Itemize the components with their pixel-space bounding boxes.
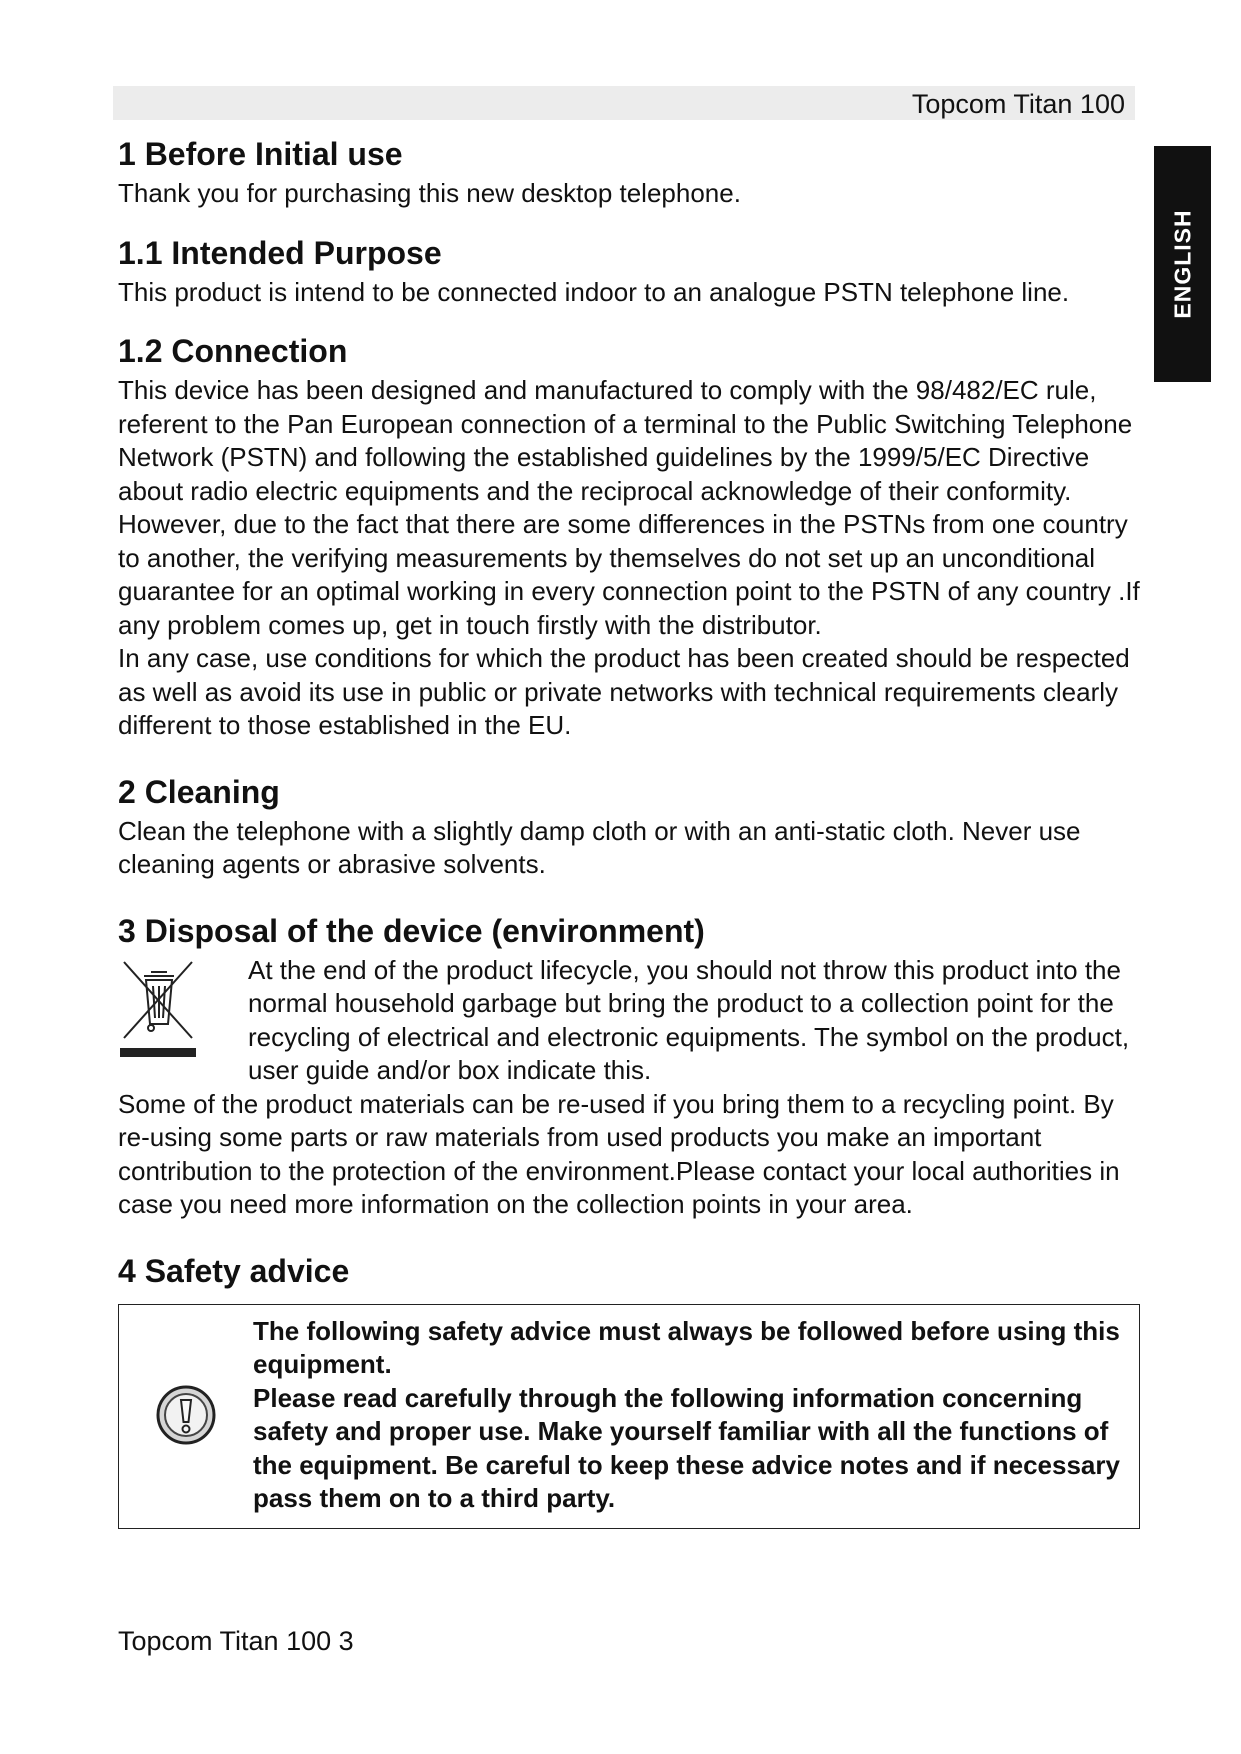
safety-notice-text	[253, 1315, 1123, 1516]
safety-notice-line: The following safety advice must always be followed before using this equipment.	[253, 1315, 1120, 1379]
section-heading: 4 Safety advice	[118, 1252, 350, 1289]
page-header	[113, 86, 1135, 120]
safety-notice-line: Please read carefully through the following information concerning safety and proper use. Make yourself familiar with all the functions of the equipment. Be careful to keep these advice notes and if necessary pass them on to a third party.	[253, 1382, 1120, 1513]
safety-notice-box	[118, 1304, 1140, 1529]
page-footer: Topcom Titan 100 3	[118, 1626, 354, 1656]
section-body: At the end of the product lifecycle, you should not throw this product into the normal household garbage but bring the product to a collection point for the recycling of electrical and electronic equipments. The symbol on the product, user guide and/or box indicate this.	[248, 954, 1130, 1085]
disposal-row	[118, 954, 1140, 1088]
section-intended-purpose	[118, 234, 1140, 310]
section-heading: 2 Cleaning	[118, 773, 280, 810]
section-disposal	[118, 912, 1140, 1222]
section-connection	[118, 332, 1140, 743]
section-body: This device has been designed and manufactured to comply with the 98/482/EC rule, referent to the Pan European connection of a terminal to the Public Switching Telephone Network (PSTN) and following the established guidelines by the 1999/5/EC Directive about radio electric equipments and the reciprocal acknowledge of their conformity. However, due to the fact that there are some differences in the PSTNs from one country to another, the verifying measurements by themselves do not set up an unconditional guarantee for an optimal working in every connection point to the PSTN of any country .If any problem comes up, get in touch firstly with the distributor.	[118, 375, 1140, 640]
language-tab	[1154, 146, 1211, 382]
section-heading: 1.1 Intended Purpose	[118, 234, 442, 271]
warning-exclamation-icon	[119, 1383, 253, 1447]
section-heading: 1.2 Connection	[118, 333, 348, 369]
header-title: Topcom Titan 100	[911, 89, 1125, 119]
language-tab-label: ENGLISH	[1169, 209, 1195, 319]
section-body: In any case, use conditions for which the product has been created should be respected as well as avoid its use in public or private networks with technical requirements clearly different to those established in the EU.	[118, 643, 1130, 740]
section-cleaning	[118, 773, 1140, 882]
section-before-initial-use	[118, 135, 1140, 211]
section-safety-advice	[118, 1252, 1140, 1529]
section-body: Clean the telephone with a slightly damp cloth or with an anti-static cloth. Never use cleaning agents or abrasive solvents.	[118, 815, 1081, 879]
section-body: Some of the product materials can be re-used if you bring them to a recycling point. By re-using some parts or raw materials from used products you make an important contribution to the protection of the environment.Please contact your local authorities in case you need more information on the collection points in your area.	[118, 1088, 1120, 1219]
section-body: Thank you for purchasing this new desktop telephone.	[118, 178, 741, 208]
section-heading: 1 Before Initial use	[118, 136, 403, 172]
page-content	[118, 135, 1140, 1552]
section-body: This product is intend to be connected indoor to an analogue PSTN telephone line.	[118, 276, 1070, 307]
crossed-out-wheelie-bin-icon	[118, 954, 248, 1063]
section-heading: 3 Disposal of the device (environment)	[118, 912, 705, 949]
